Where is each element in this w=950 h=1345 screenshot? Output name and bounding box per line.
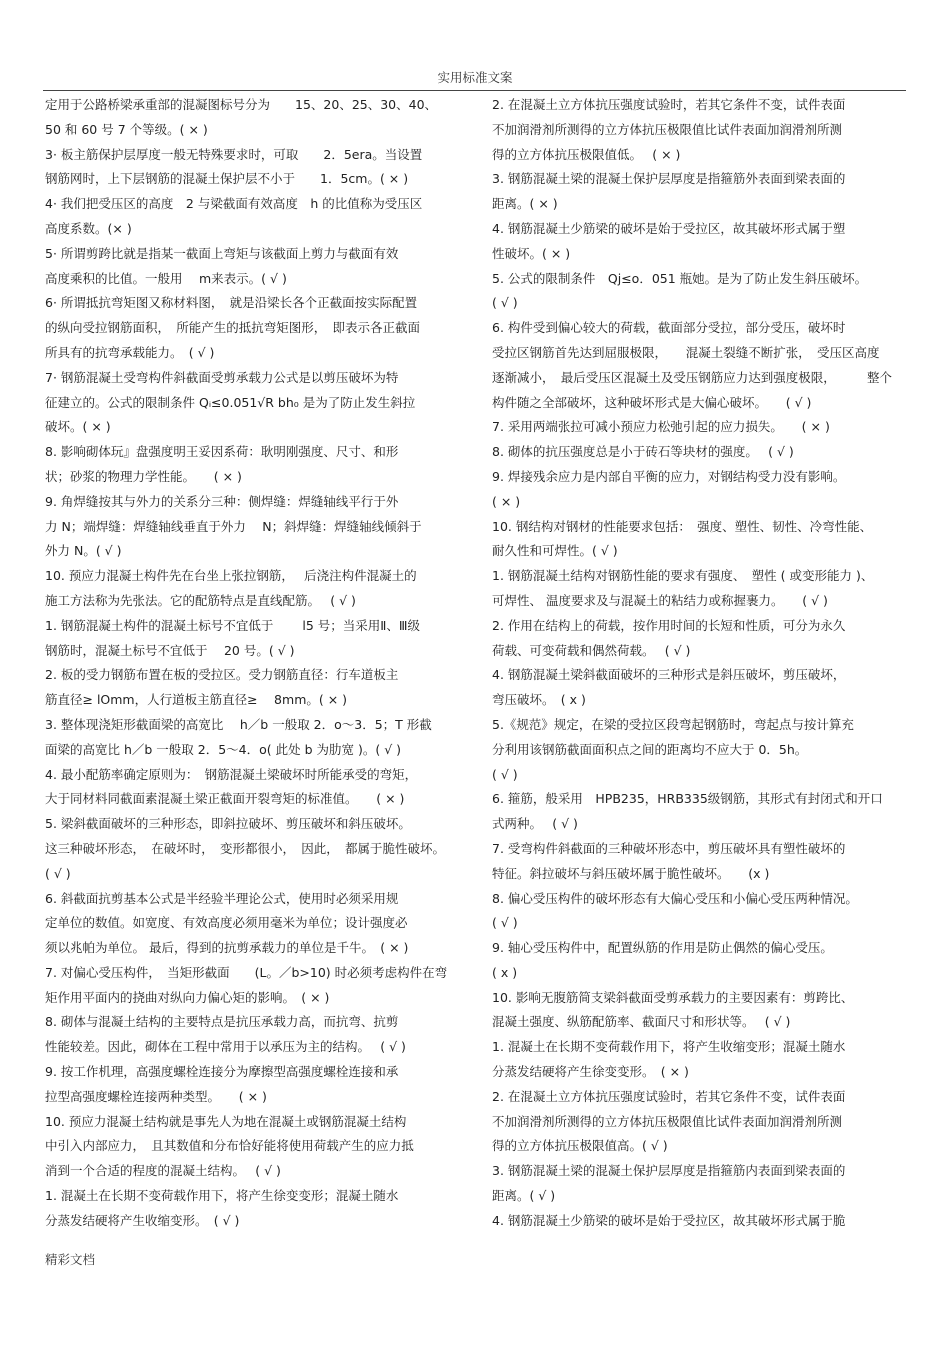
text-line: 距离。( × ) [492, 196, 558, 212]
text-line: 中引入内部应力， 且其数值和分布恰好能将使用荷载产生的应力抵 [45, 1138, 414, 1154]
text-line: 距离。( √ ) [492, 1188, 556, 1204]
text-line: 6· 所谓抵抗弯矩图又称材料图， 就是沿梁长各个正截面按实际配置 [45, 295, 418, 311]
text-line: 状；砂浆的物理力学性能。 ( × ) [45, 468, 242, 484]
text-line: 矩作用平面内的挠曲对纵向力偏心矩的影响。 ( × ) [45, 989, 330, 1005]
text-line: 3· 板主筋保护层厚度一般无特殊要求时，可取 2．5era。当设置 [45, 146, 423, 162]
text-line: 3. 钢筋混凝土梁的混凝土保护层厚度是指箍筋外表面到梁表面的 [492, 171, 846, 187]
text-line: 9. 轴心受压构件中，配置纵筋的作用是防止偶然的偏心受压。 [492, 940, 833, 956]
text-line: 分蒸发结硬将产生徐变变形。 ( × ) [492, 1064, 689, 1080]
text-line: ( × ) [492, 493, 521, 509]
text-line: 7. 受弯构件斜截面的三种破坏形态中，剪压破坏具有塑性破坏的 [492, 840, 846, 856]
page-footer: 精彩文档 [45, 1252, 96, 1267]
text-line: 4. 最小配筋率确定原则为： 钢筋混凝土梁破坏时所能承受的弯矩， [45, 766, 418, 782]
header-divider [43, 90, 906, 91]
text-line: 6. 箍筋，般采用 HPB235，HRB335级钢筋，其形式有封闭式和开口 [492, 791, 883, 807]
text-line: 构件随之全部破坏，这种破坏形式是大偏心破坏。 ( √ ) [492, 394, 812, 410]
text-line: 钢筋时，混凝土标号不宜低于 20 号。( √ ) [45, 642, 295, 658]
text-line: 10. 钢结构对钢材的性能要求包括： 强度、塑性、韧性、冷弯性能、 [492, 518, 873, 534]
text-line: 分利用该钢筋截面面积点之间的距离均不应大于 0．5h。 [492, 741, 808, 757]
text-line: 1. 混凝土在长期不变荷载作用下，将产生徐变变形；混凝土随水 [45, 1188, 399, 1204]
text-line: 定用于公路桥梁承重部的混凝图标号分为 15、20、25、30、40、 [45, 97, 438, 112]
text-line: 1. 钢筋混凝土构件的混凝土标号不宜低于 l5 号；当采用Ⅱ、Ⅲ级 [45, 617, 421, 633]
text-line: 10. 影响无腹筋简支梁斜截面受剪承载力的主要因素有：剪跨比、 [492, 989, 854, 1005]
text-line: 2. 在混凝土立方体抗压强度试验时，若其它条件不变，试件表面 [492, 97, 846, 112]
text-line: 所具有的抗弯承载能力。 ( √ ) [45, 344, 215, 360]
text-line: 高度乘积的比值。一般用 m来表示。( √ ) [45, 270, 287, 286]
text-line: 荷载、可变荷载和偶然荷载。 ( √ ) [492, 642, 691, 658]
right-column [492, 93, 922, 1234]
text-line: 混凝土强度、纵筋配筋率、截面尺寸和形状等。 ( √ ) [492, 1014, 791, 1030]
text-line: 分蒸发结硬将产生收缩变形。 ( √ ) [45, 1212, 240, 1228]
text-line: 的纵向受拉钢筋面积， 所能产生的抵抗弯矩图形， 即表示各正截面 [45, 320, 421, 336]
text-line: 受拉区钢筋首先达到屈服极限， 混凝土裂缝不断扩张， 受压区高度 [492, 344, 880, 360]
text-line: 得的立方体抗压极限值高。( √ ) [492, 1138, 668, 1154]
text-line: 性能较差。因此，砌体在工程中常用于以承压为主的结构。 ( √ ) [45, 1039, 406, 1055]
text-line: 耐久性和可焊性。( √ ) [492, 543, 618, 559]
text-line: ( √ ) [492, 766, 518, 782]
page-header-title: 实用标准文案 [437, 70, 513, 85]
text-line: 得的立方体抗压极限值低。 ( × ) [492, 146, 681, 162]
text-line: 8. 偏心受压构件的破坏形态有大偏心受压和小偏心受压两种情况。 [492, 890, 858, 906]
text-line: ( √ ) [45, 865, 71, 881]
text-line: 大于同材料同截面素混凝土梁正截面开裂弯矩的标准值。 ( × ) [45, 791, 405, 807]
text-line: 征建立的。公式的限制条件 Qᵢ≤0.051√R bh₀ 是为了防止发生斜拉 [45, 394, 416, 410]
text-line: 9. 按工作机理，高强度螺栓连接分为摩擦型高强度螺栓连接和承 [45, 1064, 399, 1080]
text-line: 6. 斜截面抗剪基本公式是半经验半理论公式，使用时必须采用规 [45, 890, 399, 906]
text-line: 特征。斜拉破坏与斜压破坏属于脆性破坏。 (x ) [492, 865, 770, 881]
text-line: 筋直径≥ lOmm，人行道板主筋直径≥ 8mm。( × ) [45, 692, 348, 708]
text-line: 4· 我们把受压区的高度 2 与梁截面有效高度 h 的比值称为受压区 [45, 196, 423, 212]
text-line: 7· 钢筋混凝土受弯构件斜截面受剪承载力公式是以剪压破坏为特 [45, 369, 399, 385]
text-line: 式两种。 ( √ ) [492, 816, 578, 832]
text-line: 6. 构件受到偏心较大的荷载，截面部分受拉，部分受压，破坏时 [492, 320, 846, 336]
text-line: 9. 焊接残余应力是内部自平衡的应力，对钢结构受力没有影响。 [492, 468, 846, 484]
text-line: 7. 对偏心受压构件， 当矩形截面 (L。／b>10) 时必须考虑构件在弯 [45, 964, 448, 980]
text-line: 1. 混凝土在长期不变荷载作用下，将产生收缩变形；混凝土随水 [492, 1039, 846, 1055]
text-line: 可焊性、 温度要求及与混凝土的粘结力或称握裹力。 ( √ ) [492, 592, 828, 608]
text-line: 5.《规范》规定，在梁的受拉区段弯起钢筋时，弯起点与按计算充 [492, 716, 854, 732]
text-line: 不加润滑剂所测得的立方体抗压极限值比试件表面加润滑剂所测 [492, 1113, 843, 1129]
text-line: ( √ ) [492, 295, 518, 311]
left-column [45, 93, 465, 1234]
text-line: 2. 板的受力钢筋布置在板的受拉区。受力钢筋直径：行车道板主 [45, 667, 399, 683]
text-line: 3. 整体现浇矩形截面梁的高宽比 h／b 一般取 2．o～3．5；T 形截 [45, 716, 432, 732]
text-line: 5· 所谓剪跨比就是指某一截面上弯矩与该截面上剪力与截面有效 [45, 245, 399, 261]
text-line: 拉型高强度螺栓连接两种类型。 ( × ) [45, 1088, 267, 1104]
text-line: 4. 钢筋混凝土少筋梁的破坏是始于受拉区，故其破坏形式属于脆 [492, 1212, 846, 1228]
text-line: 1. 钢筋混凝土结构对钢筋性能的要求有强度、 塑性 ( 或变形能力 )、 [492, 568, 874, 584]
text-line: 5. 公式的限制条件 Qj≤o．051 瓶她。是为了防止发生斜压破坏。 [492, 270, 868, 286]
text-line: 力 N；端焊缝：焊缝轴线垂直于外力 N；斜焊缝：焊缝轴线倾斜于 [45, 518, 422, 534]
text-line: 4. 钢筋混凝土少筋梁的破坏是始于受拉区，故其破坏形式属于塑 [492, 220, 846, 236]
text-line: 弯压破坏。 ( x ) [492, 692, 586, 708]
text-line: 8. 砌体的抗压强度总是小于砖石等块材的强度。 ( √ ) [492, 444, 794, 460]
text-line: 10. 预应力混凝土结构就是事先人为地在混凝土或钢筋混凝土结构 [45, 1113, 407, 1129]
text-line: 2. 作用在结构上的荷载，按作用时间的长短和性质，可分为永久 [492, 617, 846, 633]
text-line: 10. 预应力混凝土构件先在台坐上张拉钢筋， 后浇注构件混凝土的 [45, 568, 417, 584]
text-line: 8. 砌体与混凝土结构的主要特点是抗压承载力高，而抗弯、抗剪 [45, 1014, 399, 1030]
text-line: 消到一个合适的程度的混凝土结构。 ( √ ) [45, 1163, 281, 1179]
text-line: 破坏。( × ) [45, 419, 111, 435]
text-line: 7. 采用两端张拉可减小预应力松弛引起的应力损失。 ( × ) [492, 419, 830, 435]
text-line: 施工方法称为先张法。它的配筋特点是直线配筋。 ( √ ) [45, 592, 356, 608]
text-line: ( √ ) [492, 915, 518, 931]
text-line: 性破坏。( × ) [492, 245, 571, 261]
text-line: 2. 在混凝土立方体抗压强度试验时，若其它条件不变，试件表面 [492, 1088, 846, 1104]
text-line: 须以兆帕为单位。 最后，得到的抗剪承载力的单位是千牛。 ( × ) [45, 940, 409, 956]
text-line: 4. 钢筋混凝土梁斜截面破坏的三种形式是斜压破坏，剪压破坏， [492, 667, 846, 683]
text-line: 50 和 60 号 7 个等级。( × ) [45, 121, 208, 137]
text-line: ( x ) [492, 964, 518, 980]
text-line: 这三种破坏形态， 在破坏时， 变形都很小， 因此， 都属于脆性破坏。 [45, 840, 446, 856]
text-line: 5. 梁斜截面破坏的三种形态，即斜拉破坏、剪压破坏和斜压破坏。 [45, 816, 411, 832]
text-line: 3. 钢筋混凝土梁的混凝土保护层厚度是指箍筋内表面到梁表面的 [492, 1163, 846, 1179]
text-line: 高度系数。(× ) [45, 220, 132, 236]
text-line: 逐渐减小， 最后受压区混凝土及受压钢筋应力达到强度极限， 整个 [492, 369, 893, 385]
text-line: 8. 影响砌体玩』盘强度明王妥因系荷：耿明刚强度、尺寸、和形 [45, 444, 399, 460]
text-line: 9. 角焊缝按其与外力的关系分三种：侧焊缝：焊缝轴线平行于外 [45, 493, 399, 509]
text-line: 不加润滑剂所测得的立方体抗压极限值比试件表面加润滑剂所测 [492, 121, 843, 137]
text-line: 定单位的数值。如宽度、有效高度必须用毫米为单位；设计强度必 [45, 915, 408, 931]
text-line: 钢筋网时，上下层钢筋的混凝土保护层不小于 1．5cm。( × ) [45, 171, 409, 187]
text-line: 外力 N。( √ ) [45, 543, 122, 559]
text-line: 面梁的高宽比 h／b 一般取 2．5～4．o( 此处 b 为肋宽 )。( √ ) [45, 741, 402, 757]
